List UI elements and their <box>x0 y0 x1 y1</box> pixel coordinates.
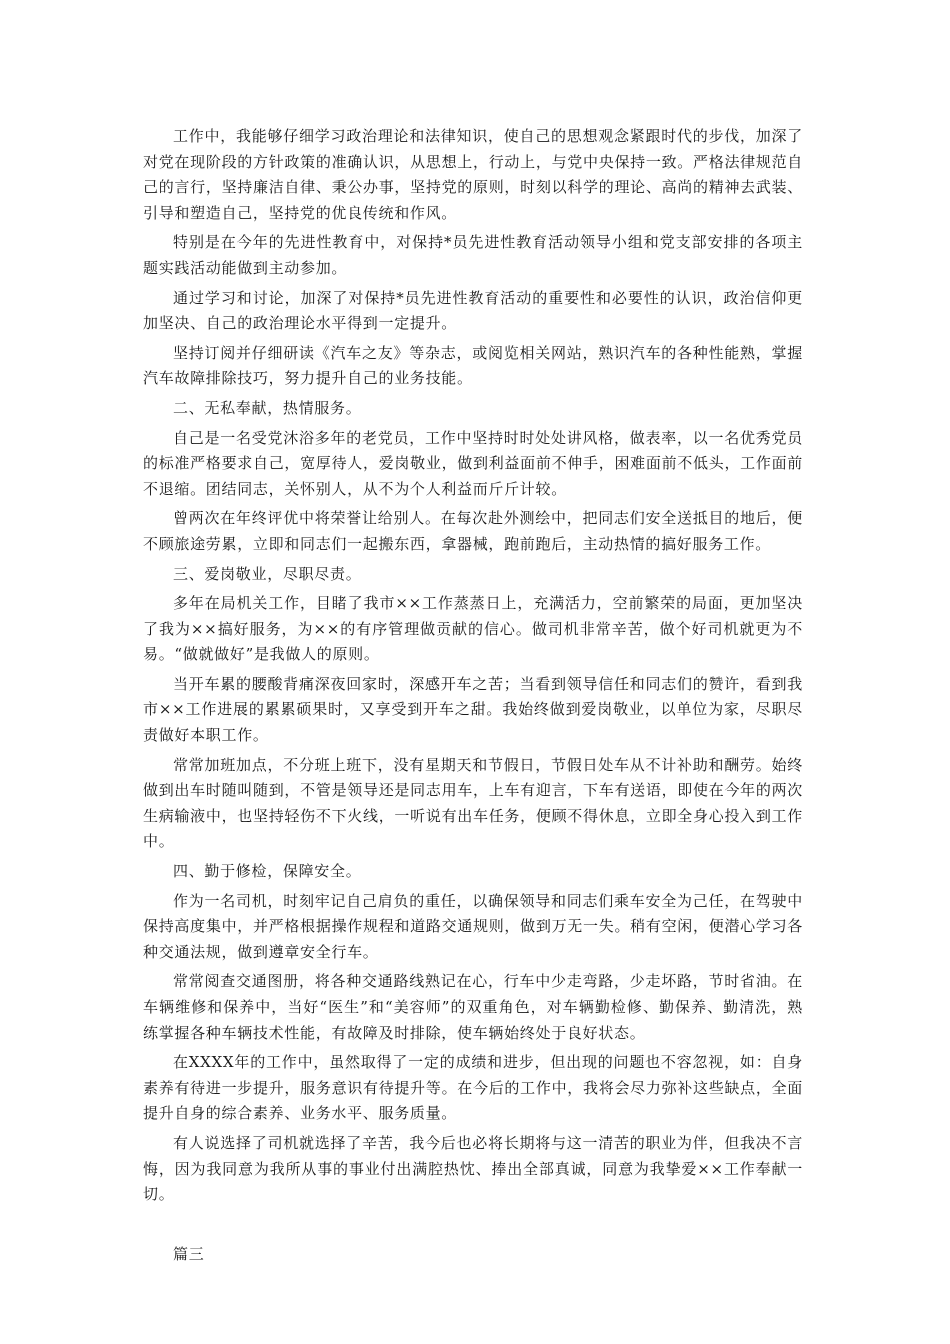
paragraph-study-discussion: 通过学习和讨论，加深了对保持*员先进性教育活动的重要性和必要性的认识，政治信仰更加坚决、自己的政治理论水平得到一定提升。 <box>143 288 803 333</box>
paragraph-advanced-education: 特别是在今年的先进性教育中，对保持*员先进性教育活动领导小组和党支部安排的各项主题实践活动能做到主动参加。 <box>143 233 803 277</box>
paragraph-driving-hardship: 当开车累的腰酸背痛深夜回家时，深感开车之苦；当看到领导信任和同志们的赞许，看到我市××工作进展的累累硕果时，又享受到开车之甜。我始终做到爱岗敬业，以单位为家，尽职尽责做好本职工作。 <box>143 674 803 745</box>
paragraph-political-study: 工作中，我能够仔细学习政治理论和法律知识，使自己的思想观念紧跟时代的步伐，加深了对党在现阶段的方针政策的准确认识，从思想上，行动上，与党中央保持一致。严格法律规范自己的言行，坚持廉洁自律、秉公办事，坚持党的原则，时刻以科学的理论、高尚的精神去武装、引导和塑造自己，坚持党的优良传统和作风。 <box>143 127 803 222</box>
paragraph-overtime: 常常加班加点，不分班上班下，没有星期天和节假日，节假日处车从不计补助和酬劳。始终做到出车时随叫随到，不管是领导还是同志用车，上车有迎言，下车有送语，即使在今年的两次生病输液中，也坚持轻伤不下火线，一听说有出车任务，便顾不得休息，立即全身心投入到工作中。 <box>143 755 803 851</box>
paragraph-honors: 曾两次在年终评优中将荣誉让给别人。在每次赴外测绘中，把同志们安全送抵目的地后，便不顾旅途劳累，立即和同志们一起搬东西，拿器械，跑前跑后，主动热情的搞好服务工作。 <box>143 509 803 553</box>
document-page <box>143 124 803 1271</box>
section-heading-part-three: 篇三 <box>173 1244 205 1263</box>
paragraph-conclusion: 有人说选择了司机就选择了辛苦，我今后也必将长期将与这一清苦的职业为伴，但我决不言悔，因为我同意为我所从事的事业付出满腔热忱、捧出全部真诚，同意为我挚爱××工作奉献一切。 <box>143 1133 803 1204</box>
paragraph-vehicle-maintenance: 常常阅查交通图册，将各种交通路线熟记在心，行车中少走弯路，少走坏路，节时省油。在车辆维修和保养中，当好“医生”和“美容师”的双重角色，对车辆勤检修、勤保养、勤清洗，熟练掌握各种车辆技术性能，有故障及时排除，使车辆始终处于良好状态。 <box>143 972 803 1042</box>
paragraph-shortcomings: 在XXXX年的工作中，虽然取得了一定的成绩和进步，但出现的问题也不容忽视，如：自身素养有待进一步提升，服务意识有待提升等。在今后的工作中，我将会尽力弥补这些缺点，全面提升自身的综合素养、业务水平、服务质量。 <box>143 1053 803 1123</box>
heading-job-devotion: 三、爱岗敬业，尽职尽责。 <box>173 564 362 583</box>
paragraph-bureau-work: 多年在局机关工作，目睹了我市××工作蒸蒸日上，充满活力，空前繁荣的局面，更加坚决了我为××搞好服务，为××的有序管理做贡献的信心。做司机非常辛苦，做个好司机就更为不易。“做就做好”是我做人的原则。 <box>143 594 803 664</box>
paragraph-party-member: 自己是一名受党沐浴多年的老党员，工作中坚持时时处处讲风格，做表率，以一名优秀党员的标准严格要求自己，宽厚待人，爱岗敬业，做到利益面前不伸手，困难面前不低头，工作面前不退缩。团结同志，关怀别人，从不为个人利益而斤斤计较。 <box>143 428 803 498</box>
heading-selfless-dedication: 二、无私奉献，热情服务。 <box>173 398 362 417</box>
paragraph-driver-responsibility: 作为一名司机，时刻牢记自己肩负的重任，以确保领导和同志们乘车安全为己任，在驾驶中保持高度集中，并严格根据操作规程和道路交通规则，做到万无一失。稍有空闲，便潜心学习各种交通法规，做到遵章安全行车。 <box>143 891 803 961</box>
heading-maintenance-safety: 四、勤于修检，保障安全。 <box>173 862 362 881</box>
paragraph-professional-skills: 坚持订阅并仔细研读《汽车之友》等杂志，或阅览相关网站，熟识汽车的各种性能熟，掌握汽车故障排除技巧，努力提升自己的业务技能。 <box>143 343 803 388</box>
